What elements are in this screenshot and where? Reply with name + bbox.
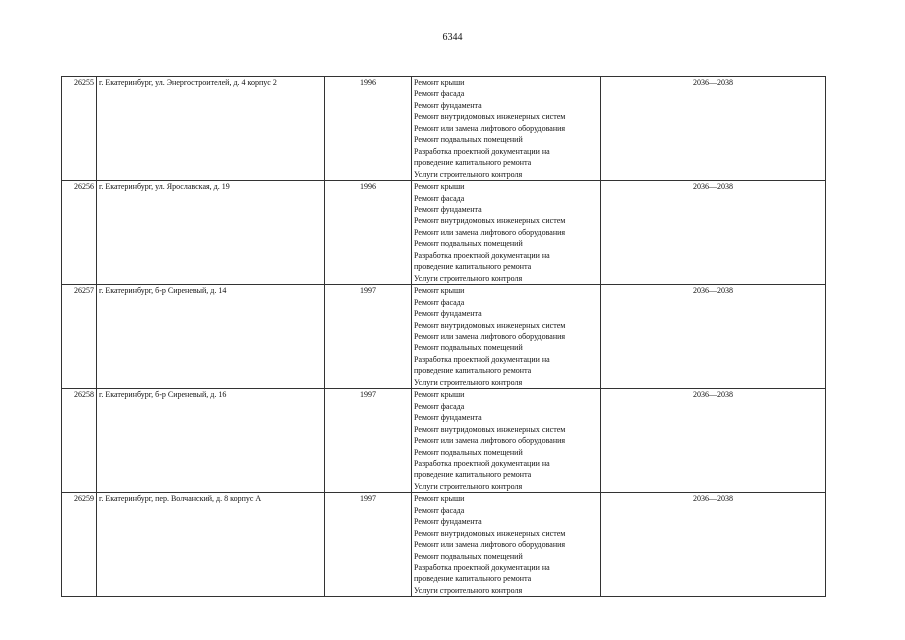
work-item: Услуги строительного контроля: [414, 481, 523, 491]
work-item: Ремонт внутридомовых инженерных систем: [414, 528, 566, 538]
work-item: Услуги строительного контроля: [414, 377, 523, 387]
row-number-cell: 26259: [62, 493, 97, 597]
table-row: [62, 181, 826, 285]
work-item: Услуги строительного контроля: [414, 273, 523, 283]
works-cell: [412, 77, 601, 181]
table-row: [62, 493, 826, 597]
table-body: [62, 77, 826, 597]
work-item: Ремонт фундамента: [414, 517, 482, 527]
work-item: проведение капитального ремонта: [414, 158, 532, 168]
work-item: Ремонт подвальных помещений: [414, 135, 523, 145]
address-cell: г. Екатеринбург, пер. Волчанский, д. 8 корпус А: [97, 493, 325, 597]
work-item: Ремонт или замена лифтового оборудования: [414, 540, 566, 550]
work-item: проведение капитального ремонта: [414, 574, 532, 584]
year-cell: 1997: [325, 389, 412, 493]
work-item: Ремонт фасада: [414, 505, 465, 515]
work-item: Ремонт внутридомовых инженерных систем: [414, 112, 566, 122]
work-item: Ремонт крыши: [414, 286, 465, 296]
address-cell: г. Екатеринбург, ул. Ярославская, д. 19: [97, 181, 325, 285]
work-item: Ремонт крыши: [414, 182, 465, 192]
work-item: Разработка проектной документации на: [414, 250, 550, 260]
work-item: Разработка проектной документации на: [414, 354, 550, 364]
work-item: Ремонт крыши: [414, 390, 465, 400]
work-item: проведение капитального ремонта: [414, 366, 532, 376]
work-item: проведение капитального ремонта: [414, 262, 532, 272]
work-item: Ремонт или замена лифтового оборудования: [414, 331, 566, 341]
row-number-cell: 26256: [62, 181, 97, 285]
work-item: Ремонт или замена лифтового оборудования: [414, 227, 566, 237]
page-number: 6344: [442, 32, 463, 43]
period-cell: 2036—2038: [601, 181, 826, 285]
work-item: Ремонт подвальных помещений: [414, 343, 523, 353]
work-item: Разработка проектной документации на: [414, 563, 550, 573]
row-number-cell: 26258: [62, 389, 97, 493]
year-cell: 1997: [325, 493, 412, 597]
work-item: Ремонт крыши: [414, 494, 465, 504]
work-item: Ремонт фасада: [414, 193, 465, 203]
period-cell: 2036—2038: [601, 493, 826, 597]
period-cell: 2036—2038: [601, 77, 826, 181]
year-cell: 1996: [325, 77, 412, 181]
repair-schedule-table: [61, 76, 826, 597]
works-cell: [412, 389, 601, 493]
work-item: Ремонт фасада: [414, 89, 465, 99]
work-item: Ремонт внутридомовых инженерных систем: [414, 424, 566, 434]
row-number-cell: 26255: [62, 77, 97, 181]
year-cell: 1996: [325, 181, 412, 285]
period-cell: 2036—2038: [601, 285, 826, 389]
work-item: Ремонт крыши: [414, 78, 465, 87]
address-cell: г. Екатеринбург, б-р Сиреневый, д. 14: [97, 285, 325, 389]
work-item: Ремонт фундамента: [414, 309, 482, 319]
works-cell: [412, 285, 601, 389]
work-item: Ремонт или замена лифтового оборудования: [414, 436, 566, 446]
year-cell: 1997: [325, 285, 412, 389]
work-item: Ремонт внутридомовых инженерных систем: [414, 216, 566, 226]
table-row: [62, 389, 826, 493]
work-item: Ремонт подвальных помещений: [414, 239, 523, 249]
works-cell: [412, 493, 601, 597]
work-item: Ремонт подвальных помещений: [414, 447, 523, 457]
work-item: Ремонт или замена лифтового оборудования: [414, 123, 566, 133]
work-item: Ремонт фасада: [414, 401, 465, 411]
work-item: проведение капитального ремонта: [414, 470, 532, 480]
address-cell: г. Екатеринбург, ул. Энергостроителей, д. 4 корпус 2: [97, 77, 325, 181]
row-number-cell: 26257: [62, 285, 97, 389]
work-item: Ремонт подвальных помещений: [414, 551, 523, 561]
work-item: Услуги строительного контроля: [414, 585, 523, 595]
work-item: Разработка проектной документации на: [414, 146, 550, 156]
work-item: Ремонт фундамента: [414, 204, 482, 214]
table-row: [62, 285, 826, 389]
work-item: Разработка проектной документации на: [414, 458, 550, 468]
work-item: Ремонт фундамента: [414, 100, 482, 110]
table-row: [62, 77, 826, 181]
address-cell: г. Екатеринбург, б-р Сиреневый, д. 16: [97, 389, 325, 493]
work-item: Ремонт фасада: [414, 297, 465, 307]
period-cell: 2036—2038: [601, 389, 826, 493]
works-cell: [412, 181, 601, 285]
work-item: Ремонт фундамента: [414, 413, 482, 423]
work-item: Услуги строительного контроля: [414, 169, 523, 179]
work-item: Ремонт внутридомовых инженерных систем: [414, 320, 566, 330]
